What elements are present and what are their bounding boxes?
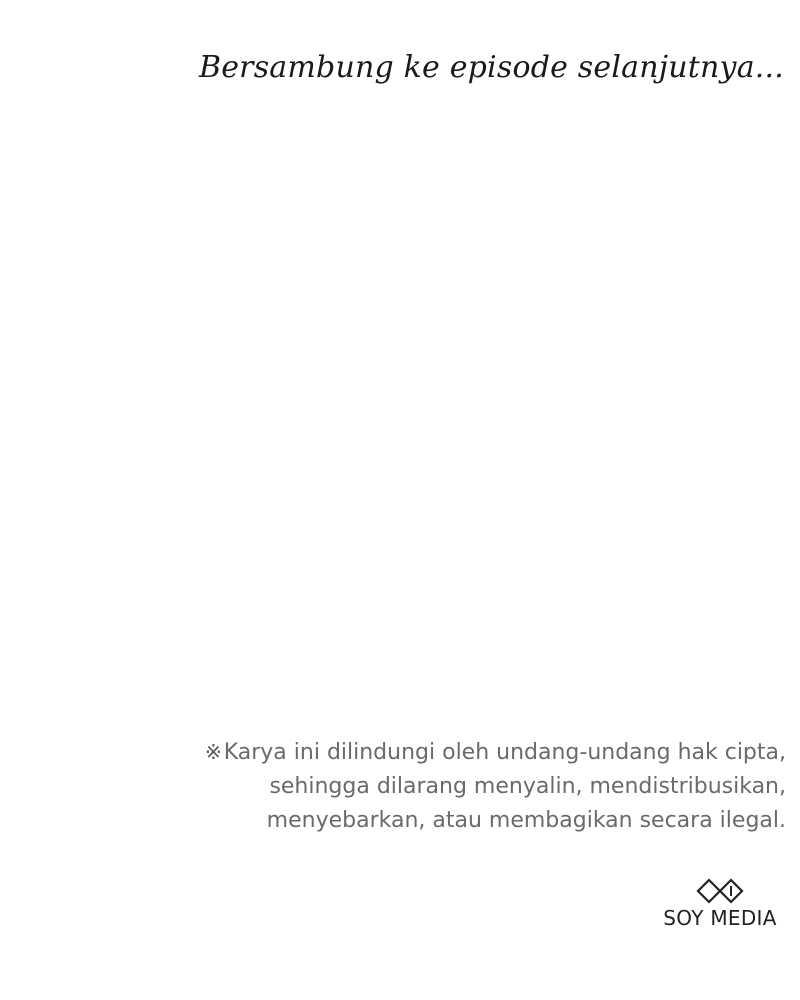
soy-media-diamond-logo-icon: [696, 878, 744, 904]
copyright-notice: [100, 735, 786, 838]
logo-wordmark: SOY MEDIA: [663, 906, 777, 930]
continued-heading: Bersambung ke episode selanjutnya...: [198, 50, 784, 85]
copyright-notice-line: menyebarkan, atau membagikan secara ilegal.: [266, 808, 786, 833]
copyright-notice-text: Karya ini dilindungi oleh undang-undang hak cipta,: [223, 740, 786, 765]
copyright-notice-line: sehingga dilarang menyalin, mendistribusikan,: [269, 774, 786, 799]
copyright-notice-line: [100, 735, 786, 770]
soy-media-logo: [660, 878, 780, 934]
reference-mark-icon: ※: [204, 740, 222, 764]
